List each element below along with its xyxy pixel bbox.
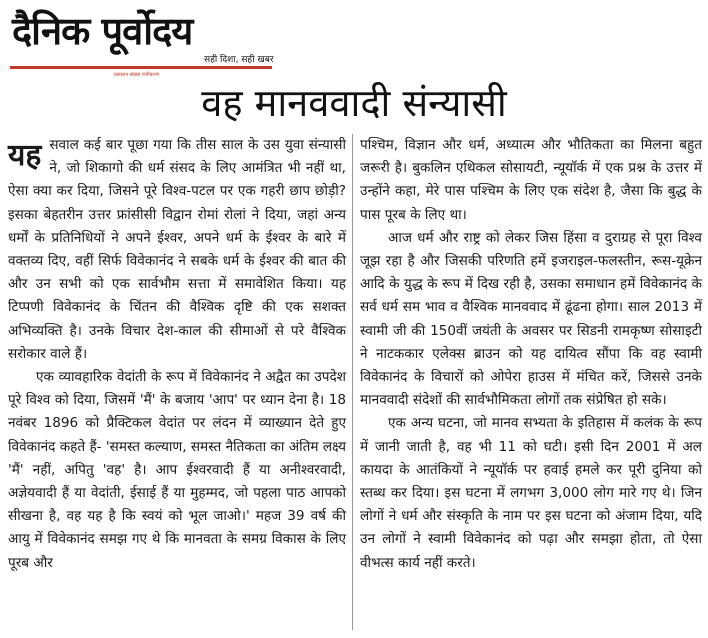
article-column-left — [8, 134, 346, 575]
paragraph: पश्चिम, विज्ञान और धर्म, अध्यात्म और भौतिकता का मिलना बहुत जरूरी है। बुकलिन एथिकल सोसायटी, न्यूयॉर्क में एक प्रश्न के उत्तर में उन्होंने कहा, मेरे पास पश्चिम के लिए एक संदेश है, जैसा कि बुद्ध के पास पूरब के लिए था। — [360, 137, 702, 223]
tagline: सही दिशा, सही खबर — [204, 55, 274, 65]
paragraph: एक व्यावहारिक वेदांती के रूप में विवेकानंद ने अद्वैत का उपदेश पूरे विश्व को दिया, जिसमें 'मैं' के बजाय 'आप' पर ध्यान देना है। 18 नवंबर 1896 को प्रैक्टिकल वेदांत पर लंदन में व्याख्यान देते हुए विवेकानंद कहते हैं- 'समस्त कल्याण, समस्त नैतिकता का अंतिम लक्ष्य 'मैं' नहीं, अपितु 'वह' है। आप ईश्वरवादी हैं या अनीश्वरवादी, अज्ञेयवादी हैं या वेदांती, ईसाई हैं या मुहम्मद, जो पहला पाठ आपको सीखना है, वह यह है कि स्वयं को भूल जाओ।' महज 39 वर्ष की आयु में विवेकानंद समझ गए थे कि मानवता के समग्र विकास के लिए पूरब और — [8, 369, 346, 571]
masthead-small-text: प्रकाशन संख्या पंजीकरण — [114, 72, 160, 78]
column-divider — [352, 134, 353, 630]
paper-name: दैनिक पूर्वोदय — [12, 9, 193, 53]
drop-cap: यह — [8, 138, 42, 173]
paragraph: आज धर्म और राष्ट्र को लेकर जिस हिंसा व दुराग्रह से पूरा विश्व जूझ रहा है और जिसकी परिणति हमें इजराइल-फलस्तीन, रूस-यूक्रेन आदि के युद्ध के रूप में दिख रही है, उसका समाधान हमें विवेकानंद के सर्व धर्म सम भाव व वैश्विक मानववाद में ढूंढना होगा। साल 2013 में स्वामी जी की 150वीं जयंती के अवसर पर सिडनी रामकृष्ण सोसाइटी ने नाटककार एलेक्स ब्राउन को यह दायित्व सौंपा कि वह स्वामी विवेकानंद के विचारों को ओपेरा हाउस में मंचित करें, जिससे उनके मानववादी संदेशों की सार्वभौमिकता लोगों तक संप्रेषित हो सके। — [360, 229, 702, 409]
paragraph: एक अन्य घटना, जो मानव सभ्यता के इतिहास में कलंक के रूप में जानी जाती है, वह भी 11 को घटी। इसी दिन 2001 में अल कायदा के आतंकियों ने न्यूयॉर्क पर हवाई हमले कर पूरी दुनिया को स्तब्ध कर दिया। इस घटना में लगभग 3,000 लोग मारे गए थे। जिन लोगों ने धर्म और संस्कृति के नाम पर इस घटना को अंजाम दिया, यदि उन लोगों ने स्वामी विवेकानंद को पढ़ा और समझा होता, तो ऐसा वीभत्स कार्य नहीं करते। — [360, 415, 702, 571]
masthead-rule — [10, 66, 272, 69]
masthead — [8, 6, 278, 76]
paragraph-text: सवाल कई बार पूछा गया कि तीस साल के उस युवा संन्यासी ने, जो शिकागो की धर्म संसद के लिए आमंत्रित भी नहीं था, ऐसा क्या कर दिया, जिसने पूरे विश्व-पटल पर एक गहरी छाप छोड़ी? इसका बेहतरीन उत्तर फ्रांसीसी विद्वान रोमां रोलां ने दिया, जहां अन्य धर्मों के प्रतिनिधियों ने अपने ईश्वर, अपने धर्म के ईश्वर के बारे में वक्तव्य दिए, वहीं सिर्फ विवेकानंद ने सबके धर्म के ईश्वर की बात की और उन सभी को एक सार्वभौम सत्ता में समावेशित किया। यह टिप्पणी विवेकानंद के चिंतन की वैश्विक दृष्टि की एक सशक्त अभिव्यक्ति है। उनके विचार देश-काल की सीमाओं से परे वैश्विक सरोकार वाले हैं। — [8, 137, 346, 362]
headline: वह मानववादी संन्यासी — [201, 81, 507, 125]
paragraph — [8, 134, 346, 366]
article-column-right — [360, 134, 702, 575]
